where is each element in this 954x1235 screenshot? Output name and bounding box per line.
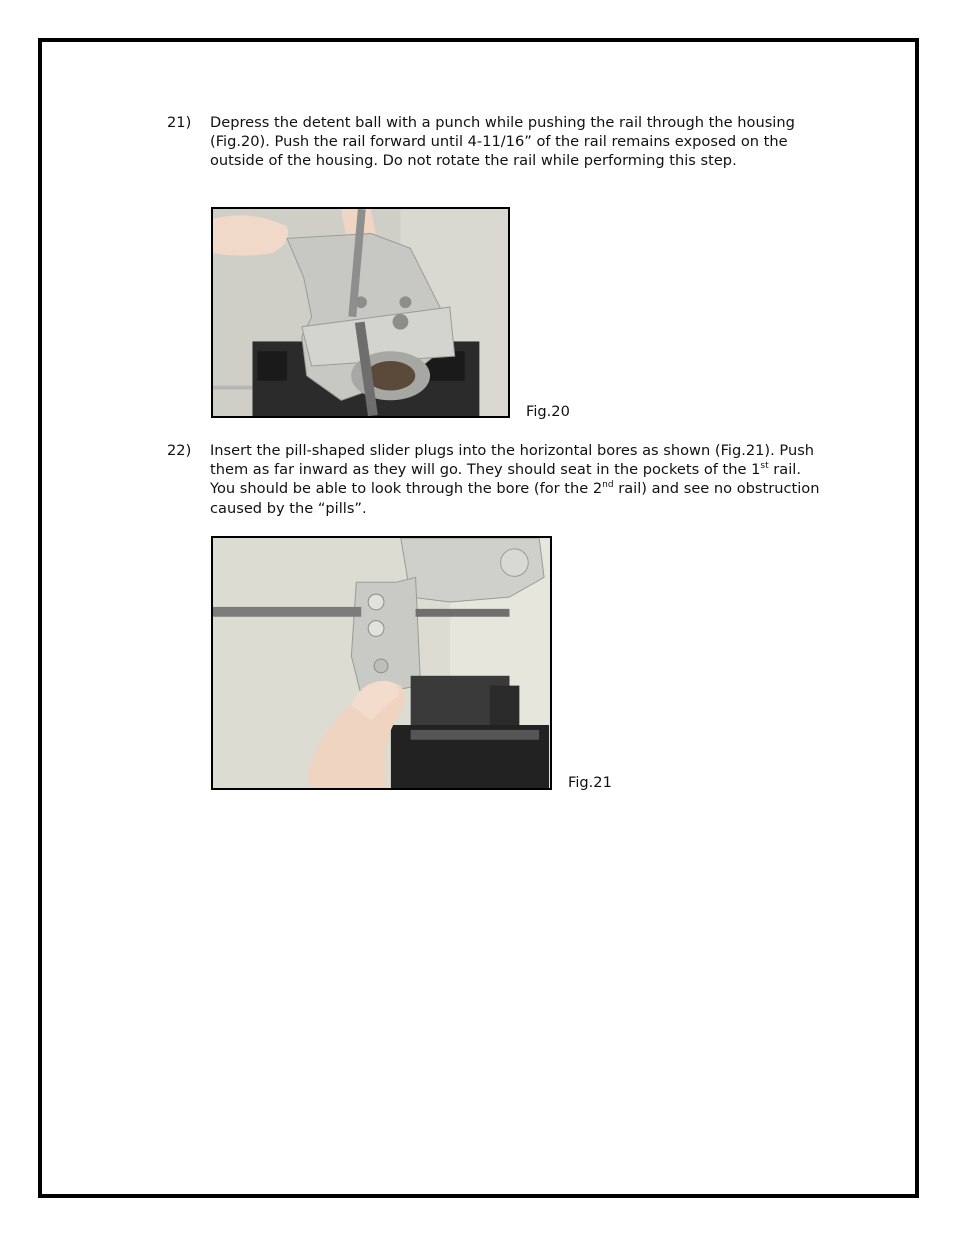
step-number: 21) xyxy=(167,114,192,131)
step-text: Insert the pill-shaped slider plugs into the horizontal bores as shown (Fig.21). Push them as far inward as they will go. They should seat in the pockets of the 1st rail. You should be able to look through the bore (for the 2nd rail) and see no obstruction caused by the “pills”. xyxy=(210,442,820,517)
step-number: 22) xyxy=(167,442,192,459)
figure-21-caption: Fig.21 xyxy=(568,774,612,791)
figure-20-caption: Fig.20 xyxy=(526,403,570,420)
figure-20-photo xyxy=(211,207,510,418)
figure-21-photo xyxy=(211,536,552,790)
step-text: Depress the detent ball with a punch while pushing the rail through the housing (Fig.20). Push the rail forward until 4-11/16” of the rail remains exposed on the outside of the housing. Do not rotate the rail while performing this step. xyxy=(210,114,795,170)
